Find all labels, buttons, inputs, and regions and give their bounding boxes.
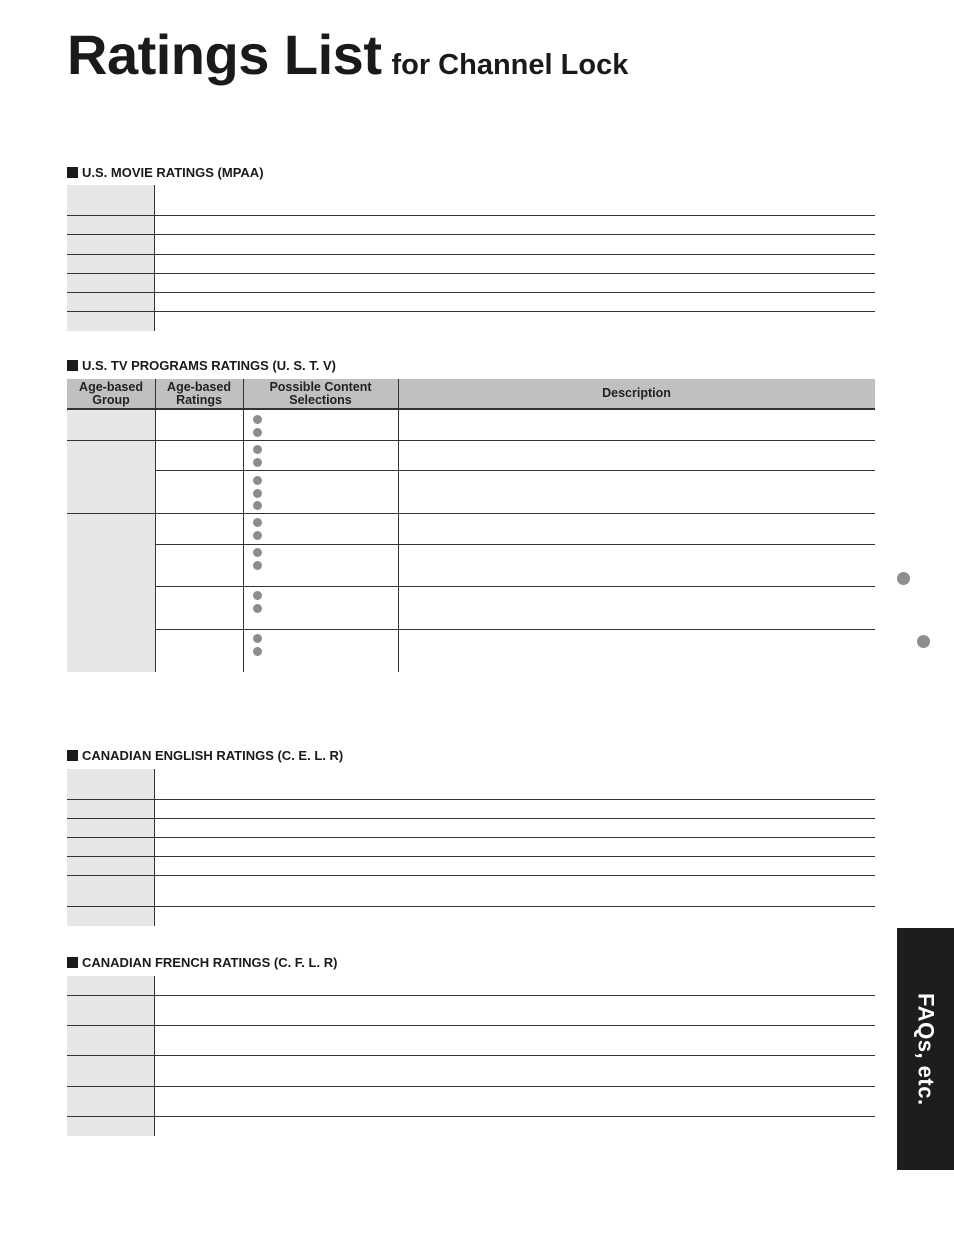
table-row: [67, 1026, 875, 1056]
celr-heading: [67, 748, 343, 763]
faqs-side-tab: [897, 928, 954, 1170]
rating-cell: [67, 876, 155, 906]
table-row: [67, 907, 875, 926]
header-content-selections: Possible Content Selections: [269, 379, 372, 407]
rating-cell: [67, 274, 155, 292]
content-bullets: [253, 518, 262, 543]
table-row: [67, 800, 875, 819]
rating-cell: [67, 216, 155, 234]
table-row: [67, 255, 875, 274]
bullet-icon: [253, 428, 262, 437]
description-cell: [155, 216, 875, 234]
bullet-icon: [253, 531, 262, 540]
rating-cell: [67, 1026, 155, 1055]
content-bullets: [253, 634, 262, 659]
rating-cell: [67, 907, 155, 926]
table-row: [67, 293, 875, 312]
table-row: [67, 996, 875, 1026]
table-row: [67, 216, 875, 235]
page-title: [67, 22, 628, 87]
description-cell: [155, 1117, 875, 1136]
rating-cell: [67, 312, 155, 331]
table-row: [67, 769, 875, 800]
rating-cell: [67, 1117, 155, 1136]
row-divider: [155, 586, 875, 587]
description-cell: [155, 1087, 875, 1116]
ustv-heading-text: U.S. TV PROGRAMS RATINGS (U. S. T. V): [82, 358, 336, 373]
table-row: [67, 1087, 875, 1117]
bullet-icon: [253, 591, 262, 600]
content-bullets: [253, 476, 262, 514]
description-cell: [155, 976, 875, 995]
square-bullet-icon: [67, 750, 78, 761]
ustv-heading: [67, 358, 336, 373]
title-main: Ratings List: [67, 23, 382, 86]
description-cell: [155, 274, 875, 292]
bullet-icon: [253, 548, 262, 557]
cflr-heading-text: CANADIAN FRENCH RATINGS (C. F. L. R): [82, 955, 338, 970]
rating-cell: [67, 857, 155, 875]
table-row: [67, 1117, 875, 1136]
table-row: [67, 185, 875, 216]
side-bullet-icon: [917, 635, 930, 648]
row-divider: [155, 629, 875, 630]
description-cell: [155, 907, 875, 926]
rating-cell: [67, 800, 155, 818]
row-divider: [67, 440, 875, 441]
bullet-icon: [253, 501, 262, 510]
row-divider: [155, 470, 875, 471]
bullet-icon: [253, 458, 262, 467]
description-cell: [155, 1056, 875, 1086]
table-row: [67, 838, 875, 857]
row-divider: [67, 513, 875, 514]
celr-table: [67, 769, 875, 926]
rating-cell: [67, 976, 155, 995]
ustv-table: [67, 379, 875, 672]
bullet-icon: [253, 445, 262, 454]
bullet-icon: [253, 634, 262, 643]
mpaa-table: [67, 185, 875, 331]
bullet-icon: [253, 604, 262, 613]
table-row: [67, 876, 875, 907]
description-cell: [155, 857, 875, 875]
rating-cell: [67, 819, 155, 837]
description-cell: [155, 255, 875, 273]
description-cell: [155, 185, 875, 215]
table-row: [67, 1056, 875, 1087]
faqs-side-tab-label: FAQs, etc.: [913, 992, 939, 1106]
mpaa-heading-text: U.S. MOVIE RATINGS (MPAA): [82, 165, 264, 180]
rating-cell: [67, 996, 155, 1025]
description-cell: [155, 838, 875, 856]
rating-cell: [67, 235, 155, 254]
description-cell: [155, 293, 875, 311]
description-cell: [155, 235, 875, 254]
cflr-heading: [67, 955, 337, 970]
table-row: [67, 274, 875, 293]
age-group-cell: [67, 514, 155, 672]
mpaa-heading: [67, 165, 264, 180]
description-cell: [155, 800, 875, 818]
bullet-icon: [253, 561, 262, 570]
header-age-ratings: Age-based Ratings: [167, 379, 231, 407]
header-description: Description: [602, 386, 671, 400]
description-cell: [155, 769, 875, 799]
cflr-table: [67, 976, 875, 1136]
description-cell: [155, 996, 875, 1025]
rating-cell: [67, 293, 155, 311]
side-bullet-icon: [897, 572, 910, 585]
content-bullets: [253, 415, 262, 440]
bullet-icon: [253, 647, 262, 656]
table-row: [67, 819, 875, 838]
rating-cell: [67, 1056, 155, 1086]
table-row: [67, 976, 875, 996]
description-cell: [155, 876, 875, 906]
description-cell: [155, 1026, 875, 1055]
table-row: [67, 857, 875, 876]
bullet-icon: [253, 476, 262, 485]
rating-cell: [67, 185, 155, 215]
age-group-cell: [67, 441, 155, 514]
age-group-cell: [67, 410, 155, 441]
content-bullets: [253, 445, 262, 470]
square-bullet-icon: [67, 167, 78, 178]
rating-cell: [67, 769, 155, 799]
table-row: [67, 235, 875, 255]
rating-cell: [67, 1087, 155, 1116]
bullet-icon: [253, 415, 262, 424]
title-sub: for Channel Lock: [391, 49, 629, 81]
row-divider: [155, 544, 875, 545]
header-age-group: Age-based Group: [79, 379, 143, 407]
description-cell: [155, 819, 875, 837]
content-bullets: [253, 591, 262, 616]
content-bullets: [253, 548, 262, 573]
table-row: [67, 312, 875, 331]
bullet-icon: [253, 518, 262, 527]
square-bullet-icon: [67, 360, 78, 371]
description-cell: [155, 312, 875, 331]
celr-heading-text: CANADIAN ENGLISH RATINGS (C. E. L. R): [82, 748, 344, 763]
rating-cell: [67, 838, 155, 856]
rating-cell: [67, 255, 155, 273]
square-bullet-icon: [67, 957, 78, 968]
bullet-icon: [253, 489, 262, 498]
